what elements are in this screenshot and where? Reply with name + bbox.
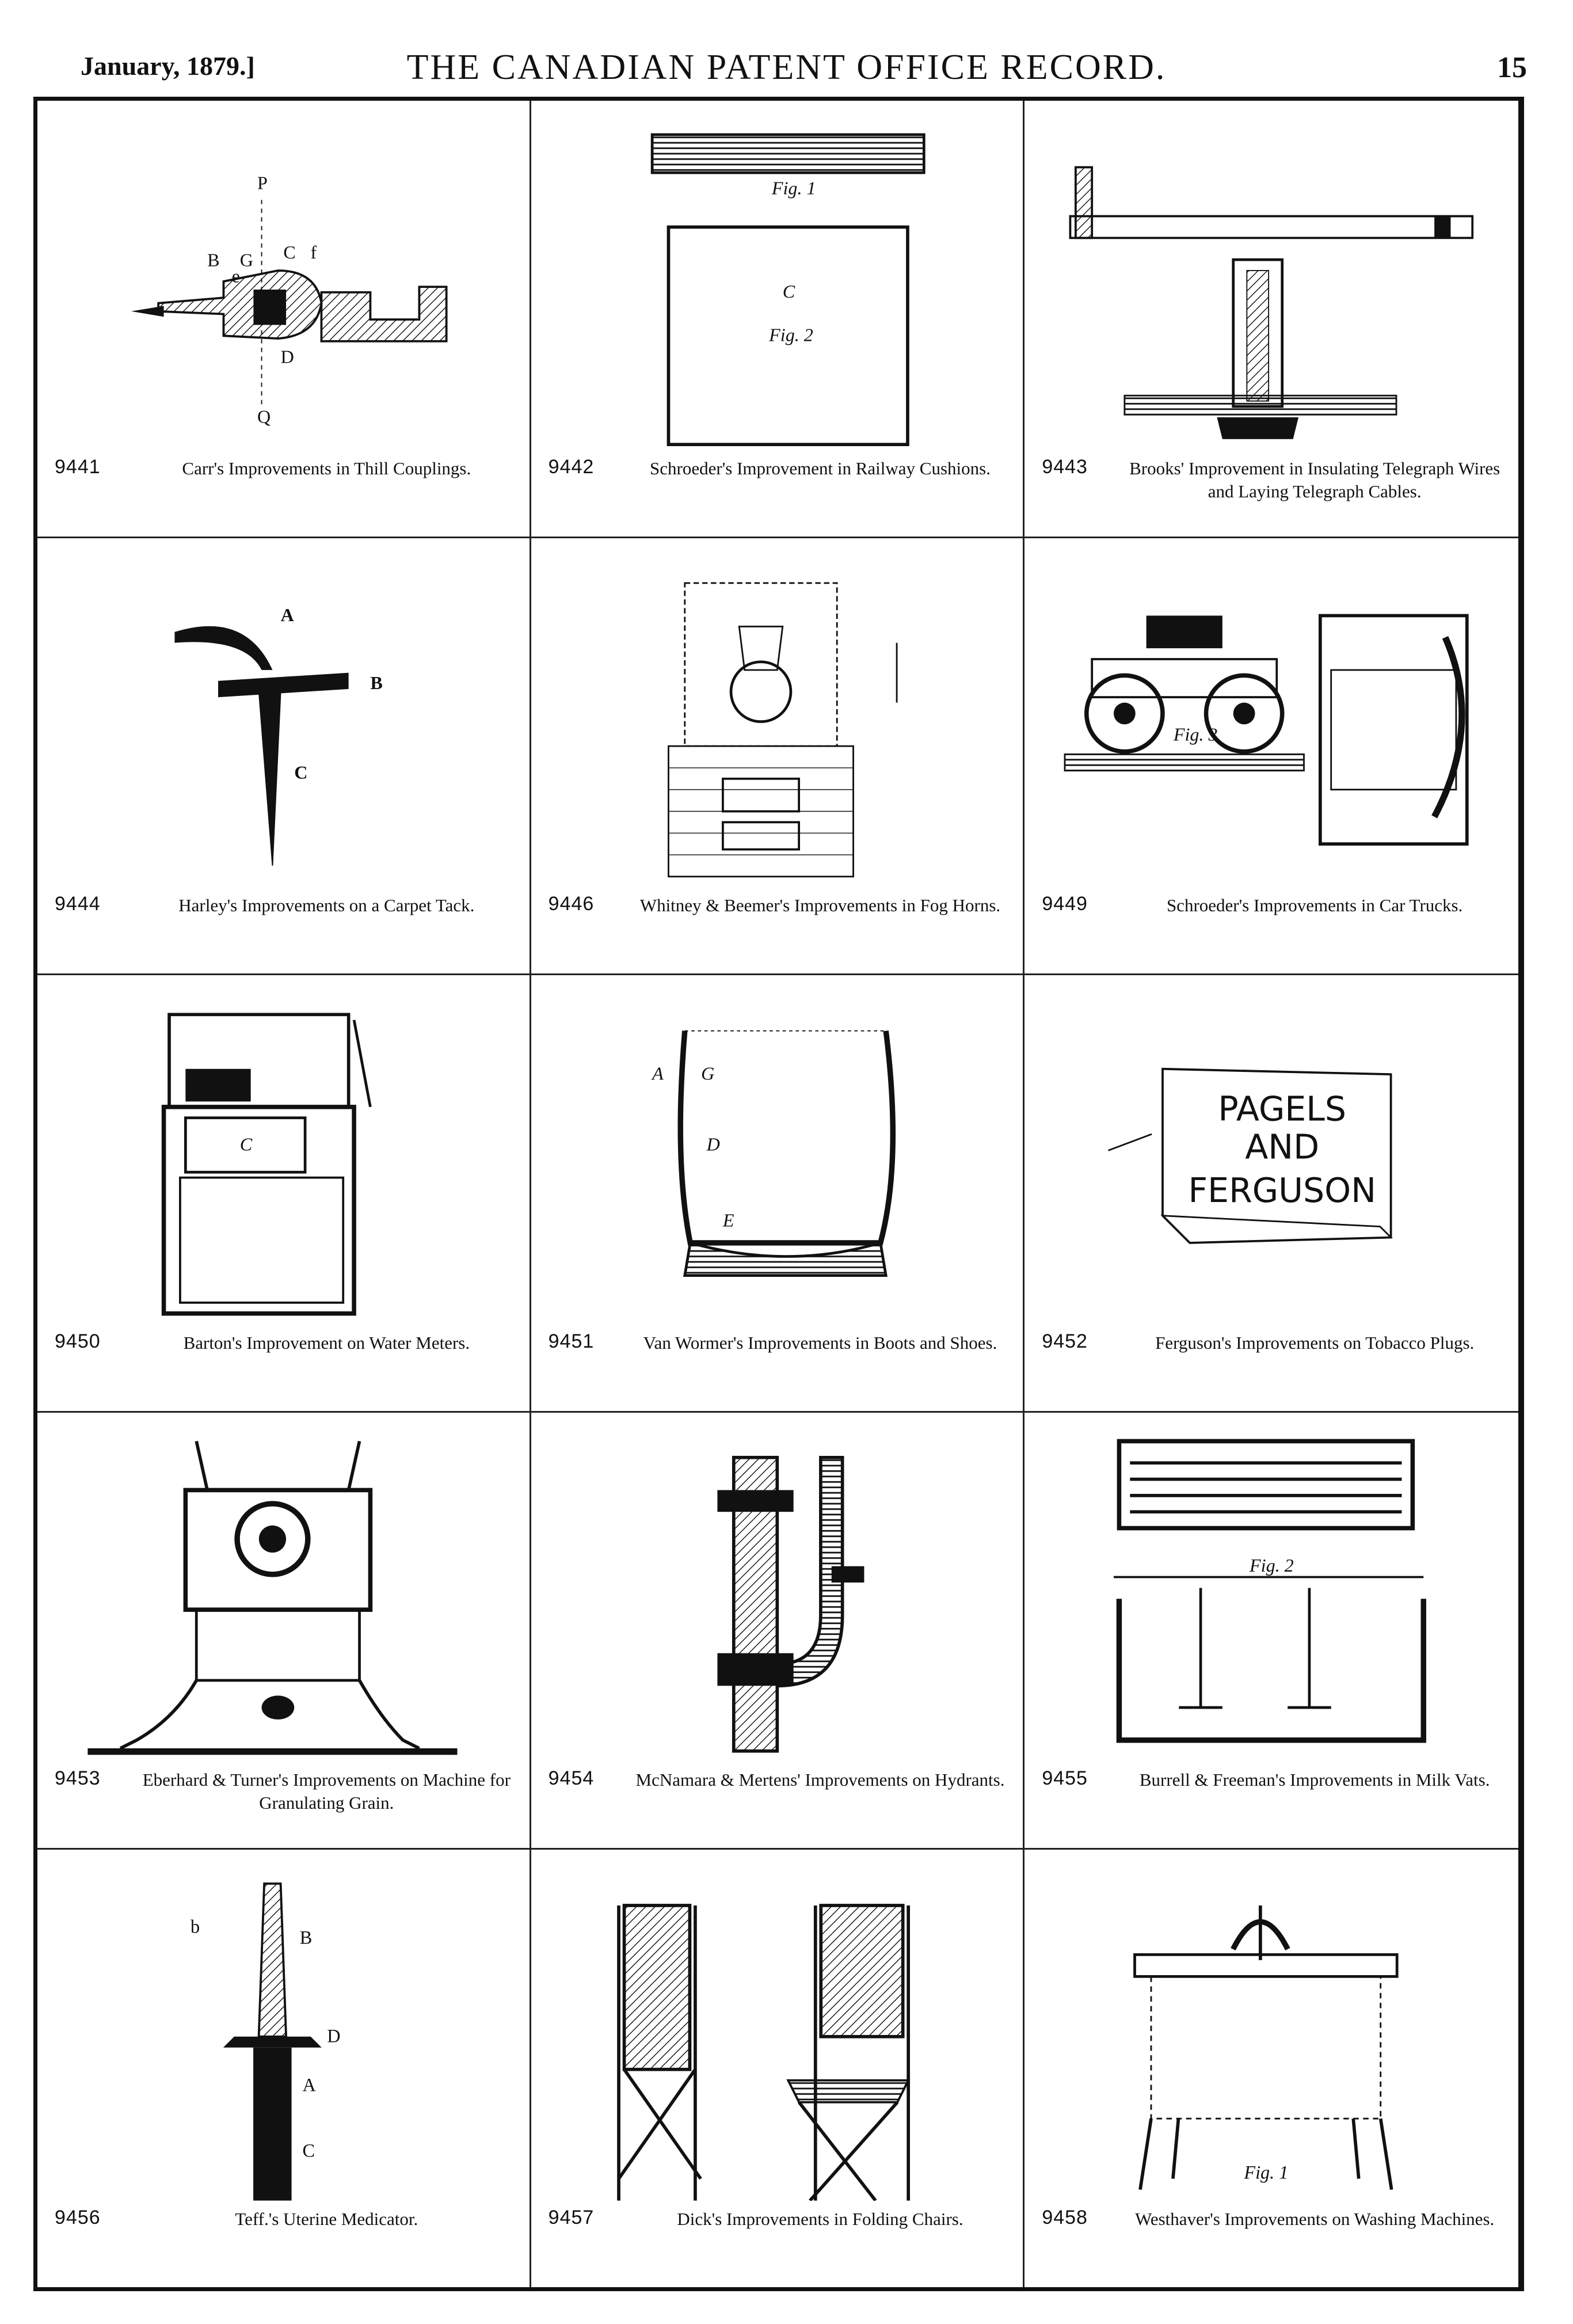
patent-title: Brooks' Improvement in Insulating Telegraph Wires and Laying Telegraph Cables. bbox=[1129, 458, 1500, 501]
patent-title: Burrell & Freeman's Improvements in Milk Vats. bbox=[1139, 1770, 1490, 1790]
patent-cell bbox=[531, 1413, 1025, 1850]
figure-label: Fig. 1 bbox=[771, 177, 816, 199]
patent-title: Harley's Improvements on a Carpet Tack. bbox=[178, 895, 475, 916]
patent-cell bbox=[37, 538, 531, 976]
tobacco-plug-illustration bbox=[1048, 998, 1495, 1325]
patent-title: Schroeder's Improvement in Railway Cushions. bbox=[650, 458, 991, 478]
plug-embossed-text: PAGELS bbox=[1218, 1089, 1347, 1129]
patent-title: Teff.'s Uterine Medicator. bbox=[235, 2208, 418, 2229]
patent-number: 9442 bbox=[548, 455, 595, 478]
patent-number: 9455 bbox=[1042, 1767, 1088, 1790]
patent-caption bbox=[1042, 1767, 1501, 1831]
tack-label: C bbox=[294, 762, 308, 783]
uterine-medicator-illustration bbox=[60, 1873, 506, 2201]
water-meter-illustration bbox=[60, 998, 506, 1325]
fog-horn-illustration bbox=[554, 561, 1000, 888]
patent-caption bbox=[549, 456, 1006, 519]
patent-title: Van Wormer's Improvements in Boots and Shoes. bbox=[643, 1332, 997, 1353]
patent-number: 9444 bbox=[55, 893, 101, 915]
patent-cell bbox=[1024, 101, 1518, 538]
patent-cell bbox=[531, 101, 1025, 538]
patent-number: 9452 bbox=[1042, 1330, 1088, 1352]
railway-cushion-illustration bbox=[554, 124, 1000, 450]
patent-cell bbox=[37, 101, 531, 538]
patent-cell bbox=[531, 1850, 1025, 2287]
header-date: January, 1879.] bbox=[81, 51, 255, 81]
patent-number: 9458 bbox=[1042, 2206, 1088, 2228]
patent-caption bbox=[1042, 1330, 1501, 1394]
patent-grid bbox=[37, 101, 1518, 2287]
patent-number: 9457 bbox=[548, 2206, 595, 2228]
patent-number: 9441 bbox=[55, 455, 101, 478]
milk-vat-illustration bbox=[1048, 1436, 1495, 1762]
boot-label: E bbox=[722, 1209, 734, 1231]
folding-chair-illustration bbox=[554, 1873, 1000, 2201]
boot-label: D bbox=[706, 1134, 720, 1155]
patent-number: 9450 bbox=[55, 1330, 101, 1352]
patent-cell bbox=[531, 975, 1025, 1413]
patent-cell bbox=[1024, 1413, 1518, 1850]
patent-title: Westhaver's Improvements on Washing Machines. bbox=[1135, 2208, 1495, 2229]
patent-caption bbox=[549, 1330, 1006, 1394]
tack-label: B bbox=[370, 672, 383, 693]
patent-number: 9453 bbox=[55, 1767, 101, 1790]
patent-caption bbox=[55, 2207, 512, 2270]
boot-label: G bbox=[700, 1063, 714, 1084]
page-header bbox=[0, 48, 1573, 102]
thill-label: Q bbox=[257, 406, 271, 427]
patent-number: 9443 bbox=[1042, 455, 1088, 478]
patent-title: Whitney & Beemer's Improvements in Fog Horns. bbox=[639, 895, 1001, 916]
figure-label: Fig. 2 bbox=[768, 324, 813, 345]
figure-label: C bbox=[782, 281, 795, 302]
patent-cell bbox=[1024, 1850, 1518, 2287]
medicator-label: C bbox=[302, 2140, 315, 2162]
grain-machine-illustration bbox=[60, 1436, 506, 1762]
tack-label: A bbox=[280, 604, 294, 625]
patent-title: Schroeder's Improvements in Car Trucks. bbox=[1166, 895, 1463, 916]
patent-caption bbox=[55, 893, 512, 956]
boot-illustration bbox=[554, 998, 1000, 1325]
patent-caption bbox=[549, 2207, 1006, 2270]
patent-cell bbox=[37, 1413, 531, 1850]
patent-caption bbox=[549, 893, 1006, 956]
medicator-label: A bbox=[302, 2075, 316, 2096]
plug-embossed-text: FERGUSON bbox=[1188, 1171, 1377, 1211]
patent-caption bbox=[549, 1767, 1006, 1831]
thill-label: B bbox=[207, 249, 220, 271]
patent-title: Carr's Improvements in Thill Couplings. bbox=[182, 458, 471, 478]
patent-caption bbox=[1042, 456, 1501, 519]
figure-label: Fig. 1 bbox=[1244, 2162, 1289, 2184]
patent-title: Dick's Improvements in Folding Chairs. bbox=[677, 2208, 963, 2229]
thill-label: e bbox=[231, 265, 240, 287]
telegraph-cable-illustration bbox=[1048, 124, 1495, 450]
medicator-label: B bbox=[299, 1927, 313, 1948]
page-number: 15 bbox=[1497, 51, 1527, 84]
patent-caption bbox=[1042, 893, 1501, 956]
patent-number: 9446 bbox=[548, 893, 595, 915]
patent-cell bbox=[1024, 538, 1518, 976]
figure-label: Fig. 3 bbox=[1174, 724, 1218, 745]
journal-title: THE CANADIAN PATENT OFFICE RECORD. bbox=[406, 48, 1167, 87]
boot-label: A bbox=[652, 1063, 664, 1084]
patent-title: Ferguson's Improvements on Tobacco Plugs. bbox=[1155, 1332, 1475, 1353]
carpet-tack-illustration bbox=[60, 561, 506, 888]
patent-cell bbox=[37, 1850, 531, 2287]
patent-caption bbox=[55, 456, 512, 519]
car-truck-illustration bbox=[1048, 561, 1495, 888]
plug-embossed-text: AND bbox=[1245, 1127, 1320, 1167]
patent-cell bbox=[1024, 975, 1518, 1413]
thill-coupling-illustration bbox=[60, 124, 506, 450]
patent-title: McNamara & Mertens' Improvements on Hydrants. bbox=[635, 1770, 1005, 1790]
patent-plate-frame bbox=[33, 97, 1524, 2291]
patent-cell bbox=[37, 975, 531, 1413]
patent-title: Eberhard & Turner's Improvements on Machine for Granulating Grain. bbox=[142, 1770, 511, 1813]
patent-title: Barton's Improvement on Water Meters. bbox=[183, 1332, 470, 1353]
thill-label: D bbox=[280, 346, 294, 367]
washing-machine-illustration bbox=[1048, 1873, 1495, 2201]
patent-cell bbox=[531, 538, 1025, 976]
patent-number: 9454 bbox=[548, 1767, 595, 1790]
hydrant-illustration bbox=[554, 1436, 1000, 1762]
medicator-label: b bbox=[190, 1916, 200, 1937]
medicator-label: D bbox=[327, 2025, 341, 2047]
patent-caption bbox=[55, 1330, 512, 1394]
patent-number: 9451 bbox=[548, 1330, 595, 1352]
meter-label: C bbox=[239, 1134, 253, 1155]
thill-label: G bbox=[239, 249, 253, 271]
thill-label: P bbox=[257, 172, 268, 193]
patent-caption bbox=[1042, 2207, 1501, 2270]
figure-label: Fig. 2 bbox=[1250, 1554, 1294, 1576]
thill-label: C bbox=[283, 242, 296, 263]
patent-caption bbox=[55, 1767, 512, 1831]
thill-label: f bbox=[310, 242, 317, 263]
patent-number: 9449 bbox=[1042, 893, 1088, 915]
patent-number: 9456 bbox=[55, 2206, 101, 2228]
